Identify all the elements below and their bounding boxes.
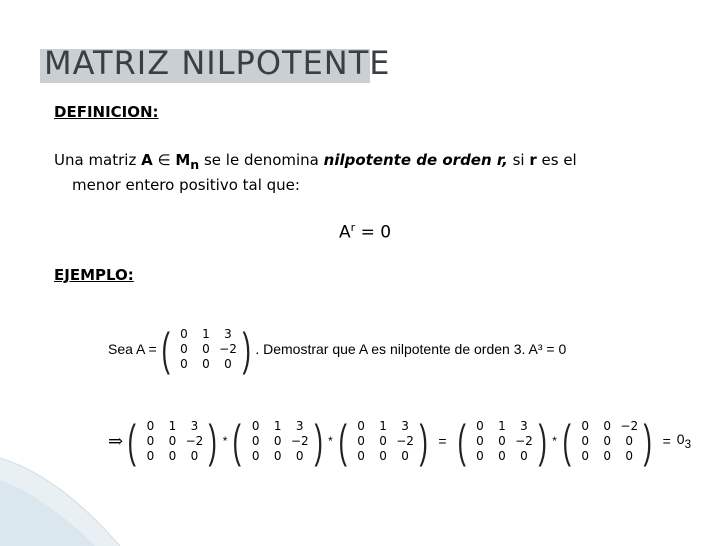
matrix-cell: 3 [520,418,528,433]
matrix-cell: 0 [146,433,155,448]
matrix-cell: 0 [401,448,409,463]
sea-a-text: Sea A = [108,341,157,357]
element-of-symbol: ∈ [157,151,171,169]
matrix-cell: 0 [168,433,177,448]
matrix-factor-2: ( 0 1 3 0 0 −2 0 0 0 ) [232,414,323,467]
matrix-a: ( 0 1 3 0 0 −2 0 0 0 ) [161,322,251,375]
definition-text-d: es el [541,151,577,169]
definition-text-b: se le denomina [203,151,324,169]
matrix-cell: 3 [190,418,199,433]
definition-text-a: Una matriz [54,151,142,169]
matrix-cell: 3 [224,326,232,341]
matrix-cell: −2 [290,433,309,448]
matrix-cell: 0 [498,448,506,463]
matrix-cell: −2 [185,433,204,448]
matrix-cell: −2 [396,433,414,448]
matrix-cell: 0 [581,418,590,433]
multiply-symbol: * [552,434,557,448]
nilpotent-term: nilpotente de orden r, [323,151,508,169]
matrix-cell: 0 [476,433,484,448]
matrix-cell: 0 [202,356,210,371]
page-title: MATRIZ NILPOTENTE [44,44,391,82]
matrix-cell: 1 [498,418,506,433]
matrix-cell: 0 [357,448,365,463]
matrix-cell: 0 [603,418,612,433]
matrix-cell: 0 [581,433,590,448]
matrix-cell: 0 [357,418,365,433]
matrix-cell: 0 [357,433,365,448]
matrix-result-right: ( 0 0 −2 0 0 0 0 0 0 ) [562,414,653,467]
example-computation [108,414,692,467]
matrix-cell: 1 [168,418,177,433]
definition-line2: menor entero positivo tal que: [72,176,300,194]
matrix-cell: 0 [520,448,528,463]
matrix-cell: 0 [251,448,260,463]
matrix-cell: 1 [202,326,210,341]
matrix-cell: 0 [625,433,634,448]
equals-symbol: = [662,433,671,449]
matrix-cell: 0 [202,341,210,356]
matrix-cell: 0 [476,448,484,463]
matrix-factor-3: ( 0 1 3 0 0 −2 0 0 0 ) [338,414,428,467]
matrix-cell: −2 [515,433,533,448]
matrix-cell: 0 [180,341,188,356]
example-statement [108,324,566,374]
matrix-cell: 0 [180,326,188,341]
matrix-cell: 0 [146,448,155,463]
matrix-result-left: ( 0 1 3 0 0 −2 0 0 0 ) [457,414,547,467]
set-m: $M_n$ [175,151,200,172]
example-label: EJEMPLO: [54,266,134,284]
matrix-cell: 0 [273,433,282,448]
matrix-cell: 0 [224,356,232,371]
matrix-cell: −2 [620,418,639,433]
corner-decoration [0,450,120,546]
matrix-cell: 0 [146,418,155,433]
matrix-cell: 0 [190,448,199,463]
definition-text-c: si [512,151,530,169]
matrix-cell: 0 [295,448,304,463]
definition-label: DEFINICION: [54,103,159,121]
definition-text [54,150,684,196]
implies-icon: ⇒ [108,430,124,452]
matrix-cell: 3 [401,418,409,433]
matrix-cell: 0 [251,418,260,433]
matrix-cell: 0 [603,433,612,448]
matrix-cell: 0 [581,448,590,463]
matrix-cell: 0 [498,433,506,448]
matrix-factor-1: ( 0 1 3 0 0 −2 0 0 0 ) [127,414,218,467]
matrix-cell: 0 [379,448,387,463]
multiply-symbol: * [222,434,228,448]
multiply-symbol: * [328,434,333,448]
matrix-cell: 0 [180,356,188,371]
matrix-cell: 3 [295,418,304,433]
matrix-cell: 0 [476,418,484,433]
zero-matrix: $0_3$ [676,431,692,451]
matrix-cell: 0 [603,448,612,463]
var-r: r [529,151,537,169]
matrix-cell: 0 [379,433,387,448]
matrix-cell: 0 [273,448,282,463]
matrix-cell: 0 [168,448,177,463]
equals-symbol: = [438,433,447,449]
matrix-cell: 0 [251,433,260,448]
matrix-cell: 1 [379,418,387,433]
matrix-cell: 0 [625,448,634,463]
var-a: A [141,151,153,169]
matrix-cell: 1 [273,418,282,433]
nilpotent-formula: $A^r = 0$ [339,221,392,243]
statement-text: . Demostrar que A es nilpotente de orden 3. A³ = 0 [255,341,567,357]
matrix-cell: −2 [219,341,237,356]
